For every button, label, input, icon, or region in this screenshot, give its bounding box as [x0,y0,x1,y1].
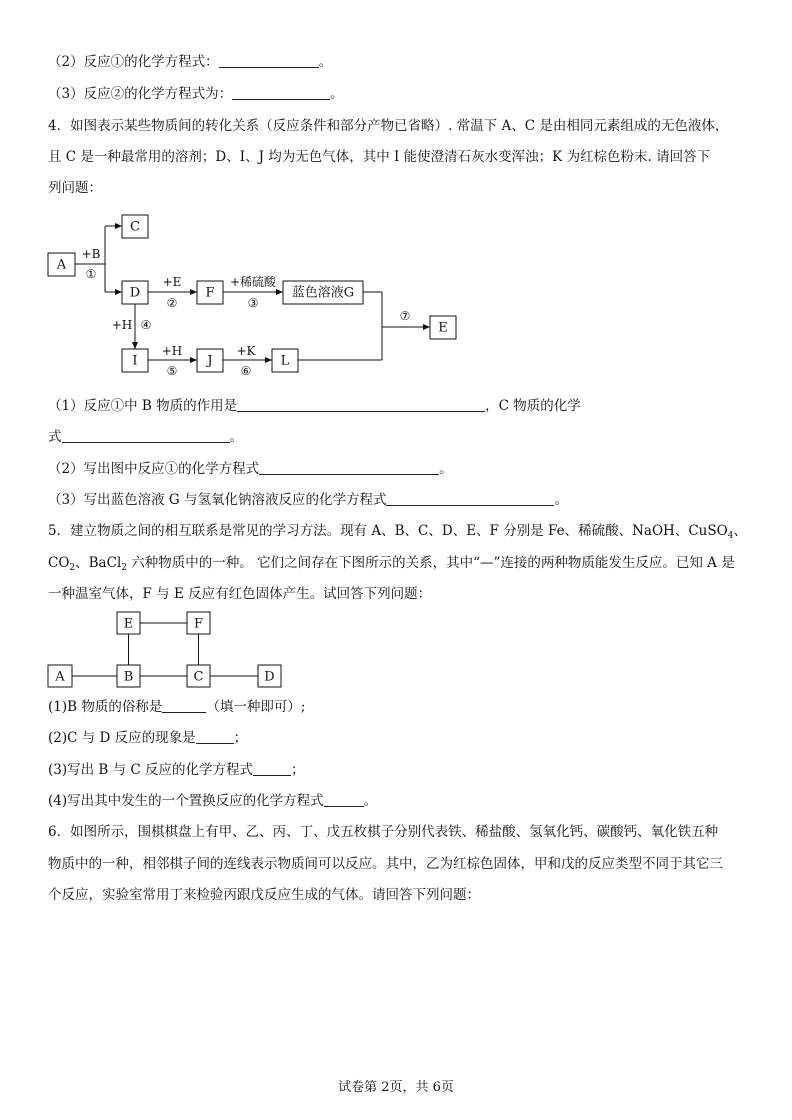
label-C: C [130,219,140,235]
label-F: F [205,285,215,301]
label-E: E [123,616,134,632]
punct: 。 [439,461,453,477]
label-C: C [193,669,204,685]
q4-part-1-text-c: 式 [48,429,62,445]
q5-intro-line-1 [48,521,747,546]
answer-blank[interactable] [253,761,291,776]
q4-part-2-text: （2）写出图中反应①的化学方程式 [48,461,260,477]
label-I: I [132,353,138,369]
punct: ； [291,762,305,778]
reaction-number-6: ⑥ [240,364,252,378]
q4-intro-line-2: 且 C 是一种最常用的溶剂；D、I、J 均为无色气体，其中 I 能使澄清石灰水变浑浊；K 为红棕色粉末. 请回答下 [48,149,711,165]
q6-line-3: 个反应，实验室常用丁来检验丙跟戊反应生成的气体。请回答下列问题： [48,887,480,903]
q4-part-1-text-cont: ，C 物质的化学 [485,398,581,414]
q3-line-3-text: （3）反应②的化学方程式为： [48,86,233,102]
q5-intro-text-2c: 六种物质中的一种。 它们之间存在下图所示的关系，其中“—”连接的两种物质能发生反应。已知 A 是 [127,555,735,571]
label-F: F [193,616,204,632]
reaction-number-1: ① [85,267,97,281]
q5-part-2 [48,728,247,748]
q4-part-3 [48,490,568,510]
page-footer: 试卷第 2页，共 6页 [338,1080,454,1095]
q6-line-2: 物质中的一种，相邻棋子间的连线表示物质间可以反应。其中，乙为红棕色固体，甲和戊的反应类型不同于其它三 [48,856,723,872]
q5-intro-text-2b: 、BaCl [75,555,122,571]
subscript: 4 [727,531,734,541]
q5-part-3 [48,760,305,780]
subscript: 2 [121,563,127,573]
label-E: E [438,320,448,336]
q4-intro-line-3: 列问题： [48,180,102,196]
label-L: L [280,353,290,369]
q5-part-2-text: (2)C 与 D 反应的现象是 [48,730,196,746]
reaction-number-4: ④ [140,318,152,332]
punct: 。 [229,429,243,445]
answer-blank[interactable] [62,428,230,443]
subscript: 2 [69,563,76,573]
label-D: D [264,669,275,685]
reaction-number-3: ③ [247,296,259,310]
q4-part-1-text: （1）反应①中 B 物质的作用是 [48,398,238,414]
punct: 。 [330,86,344,102]
answer-blank[interactable] [386,491,554,506]
answer-blank[interactable] [162,698,206,713]
q4-part-3-text: （3）写出蓝色溶液 G 与氢氧化钠溶液反应的化学方程式 [48,492,387,508]
q5-part-4-text: (4)写出其中发生的一个置换反应的化学方程式 [48,793,324,809]
label-J: J [207,353,213,369]
punct: 。 [554,492,568,508]
label-A: A [55,669,65,685]
reagent-plus-B: +B [81,247,101,261]
q5-intro-line-2 [48,553,735,578]
reaction-number-5: ⑤ [166,364,178,378]
q5-intro-line-3: 一种温室气体，F 与 E 反应有红色固体产生。试回答下列问题： [48,586,432,602]
q5-relation-diagram [0,600,792,700]
q5-intro-text-1b: 、 [733,523,747,539]
punct: ； [233,730,248,746]
q5-part-1-text-cont: （填一种即可）; [206,699,306,715]
answer-blank[interactable] [196,729,234,744]
label-A: A [56,257,67,273]
q4-part-2 [48,459,453,479]
punct: 。 [363,793,378,809]
reagent-plus-H-2: +H [161,344,183,358]
reaction-number-2: ② [166,296,178,310]
label-D: D [129,285,141,301]
reagent-plus-H-1: +H [111,318,133,332]
q5-intro-text-1a: 5．建立物质之间的相互联系是常见的学习方法。现有 A、B、C、D、E、F 分别是 Fe、稀硫酸、NaOH、CuSO [48,523,728,539]
q5-part-1-text: (1)B 物质的俗称是 [48,699,163,715]
q6-line-1: 6．如图所示，围棋棋盘上有甲、乙、丙、丁、戊五枚棋子分别代表铁、稀盐酸、氢氧化钙、碳酸钙、氧化铁五种 [48,824,719,840]
q4-intro-line-1: 4．如图表示某些物质间的转化关系（反应条件和部分产物已省略）. 常温下 A、C 是由相同元素组成的无色液体， [48,118,729,134]
answer-blank[interactable] [259,460,439,475]
q5-part-4 [48,791,377,811]
reagent-plus-E: +E [162,275,182,289]
q4-part-1 [48,396,581,416]
answer-blank[interactable] [324,792,364,807]
q3-line-2-text: （2）反应①的化学方程式： [48,54,219,70]
reagent-dilute-sulfuric-acid: +稀硫酸 [229,275,277,289]
q4-conversion-diagram [0,0,792,400]
punct: 。 [318,54,333,70]
reaction-number-7: ⑦ [399,309,411,323]
answer-blank[interactable] [237,397,485,412]
q5-intro-text-2a: CO [48,555,70,571]
reagent-plus-K: +K [236,344,256,358]
q5-part-1 [48,697,305,717]
q5-part-3-text: (3)写出 B 与 C 反应的化学方程式 [48,762,254,778]
q4-part-1-cont [48,427,243,447]
label-B: B [123,669,134,685]
label-G: 蓝色溶液G [291,285,355,301]
